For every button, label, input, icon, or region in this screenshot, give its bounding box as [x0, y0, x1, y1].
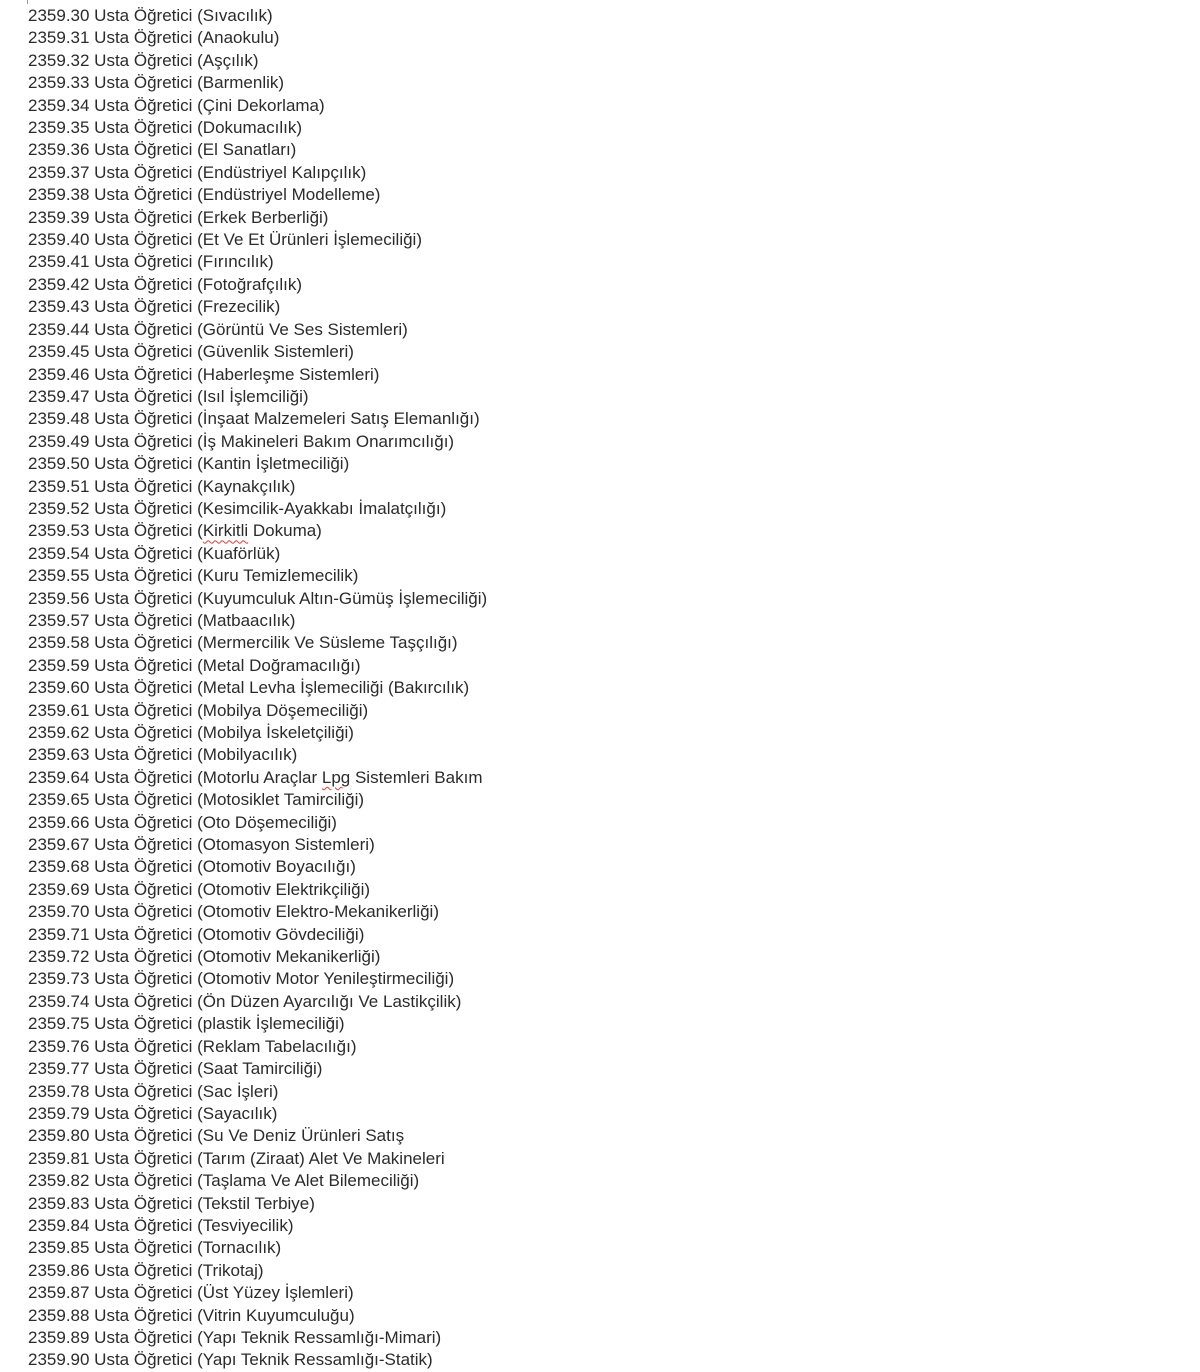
document-line: 2359.57 Usta Öğretici (Matbaacılık)	[28, 610, 296, 630]
document-line: 2359.48 Usta Öğretici (İnşaat Malzemeleri Satış Elemanlığı)	[28, 409, 480, 429]
document-line: 2359.34 Usta Öğretici (Çini Dekorlama)	[28, 95, 325, 115]
document-line: 2359.60 Usta Öğretici (Metal Levha İşlemeciliği (Bakırcılık)	[28, 678, 470, 698]
document-line: 2359.89 Usta Öğretici (Yapı Teknik Ressamlığı-Mimari)	[28, 1327, 442, 1347]
document-line: 2359.35 Usta Öğretici (Dokumacılık)	[28, 118, 302, 138]
document-line: 2359.65 Usta Öğretici (Motosiklet Tamirciliği)	[28, 790, 365, 810]
document-line: 2359.43 Usta Öğretici (Frezecilik)	[28, 297, 281, 317]
document-line: 2359.61 Usta Öğretici (Mobilya Döşemeciliği)	[28, 700, 369, 720]
document-line: 2359.64 Usta Öğretici (Motorlu Araçlar Lpg Sistemleri Bakım	[28, 767, 483, 787]
document-line: 2359.52 Usta Öğretici (Kesimcilik-Ayakkabı İmalatçılığı)	[28, 498, 447, 518]
document-line: 2359.79 Usta Öğretici (Sayacılık)	[28, 1103, 278, 1123]
document-line: 2359.59 Usta Öğretici (Metal Doğramacılığı)	[28, 655, 361, 675]
document-line: 2359.78 Usta Öğretici (Sac İşleri)	[28, 1081, 279, 1101]
document-line: 2359.63 Usta Öğretici (Mobilyacılık)	[28, 745, 298, 765]
document-line: 2359.71 Usta Öğretici (Otomotiv Gövdeciliği)	[28, 924, 365, 944]
spellcheck-flagged-word: Kirkitli	[202, 521, 249, 541]
document-line: 2359.90 Usta Öğretici (Yapı Teknik Ressamlığı-Statik)	[28, 1350, 433, 1370]
document-line: 2359.70 Usta Öğretici (Otomotiv Elektro-Mekanikerliği)	[28, 902, 439, 922]
document-line: 2359.69 Usta Öğretici (Otomotiv Elektrikçiliği)	[28, 879, 371, 899]
document-line: 2359.58 Usta Öğretici (Mermercilik Ve Süsleme Taşçılığı)	[28, 633, 458, 653]
document-line: 2359.83 Usta Öğretici (Tekstil Terbiye)	[28, 1193, 315, 1213]
document-line: 2359.74 Usta Öğretici (Ön Düzen Ayarcılığı Ve Lastikçilik)	[28, 991, 462, 1011]
document-line: 2359.39 Usta Öğretici (Erkek Berberliği)	[28, 207, 329, 227]
document-line: 2359.49 Usta Öğretici (İş Makineleri Bakım Onarımcılığı)	[28, 431, 455, 451]
document-line: 2359.77 Usta Öğretici (Saat Tamirciliği)	[28, 1059, 323, 1079]
document-line: 2359.33 Usta Öğretici (Barmenlik)	[28, 73, 285, 93]
document-line: 2359.31 Usta Öğretici (Anaokulu)	[28, 28, 280, 48]
document-line: 2359.56 Usta Öğretici (Kuyumculuk Altın-Gümüş İşlemeciliği)	[28, 588, 488, 608]
document-line: 2359.84 Usta Öğretici (Tesviyecilik)	[28, 1215, 294, 1235]
document-line: 2359.73 Usta Öğretici (Otomotiv Motor Yenileştirmeciliği)	[28, 969, 455, 989]
document-line: 2359.40 Usta Öğretici (Et Ve Et Ürünleri İşlemeciliği)	[28, 230, 422, 250]
document-line: 2359.62 Usta Öğretici (Mobilya İskeletçiliği)	[28, 723, 354, 742]
document-line: 2359.46 Usta Öğretici (Haberleşme Sistemleri)	[28, 364, 380, 384]
document-line: 2359.38 Usta Öğretici (Endüstriyel Modelleme)	[28, 185, 381, 205]
document-line: 2359.53 Usta Öğretici (Kirkitli Dokuma)	[28, 521, 322, 541]
document-line: 2359.76 Usta Öğretici (Reklam Tabelacılığı)	[28, 1036, 357, 1056]
document-line: 2359.67 Usta Öğretici (Otomasyon Sistemleri)	[28, 835, 375, 855]
document-line: 2359.55 Usta Öğretici (Kuru Temizlemecilik)	[28, 566, 359, 586]
document-line: 2359.50 Usta Öğretici (Kantin İşletmeciliği)	[28, 454, 350, 474]
document-line: 2359.32 Usta Öğretici (Aşçılık)	[28, 50, 259, 70]
document-line: 2359.51 Usta Öğretici (Kaynakçılık)	[28, 476, 296, 496]
document-line: 2359.30 Usta Öğretici (Sıvacılık)	[28, 6, 273, 25]
text-cursor	[27, 0, 28, 4]
document-line: 2359.87 Usta Öğretici (Üst Yüzey İşlemleri)	[28, 1283, 354, 1303]
document-line: 2359.45 Usta Öğretici (Güvenlik Sistemleri)	[28, 342, 354, 362]
document-line: 2359.81 Usta Öğretici (Tarım (Ziraat) Alet Ve Makineleri	[28, 1148, 445, 1168]
document-line: 2359.47 Usta Öğretici (Isıl İşlemciliği)	[28, 386, 309, 406]
spellcheck-flagged-word: Lpg	[321, 767, 351, 787]
document-line: 2359.42 Usta Öğretici (Fotoğrafçılık)	[28, 274, 303, 294]
document-line: 2359.36 Usta Öğretici (El Sanatları)	[28, 140, 297, 160]
document-line: 2359.86 Usta Öğretici (Trikotaj)	[28, 1260, 264, 1280]
document-line: 2359.88 Usta Öğretici (Vitrin Kuyumculuğu)	[28, 1305, 355, 1325]
document-line: 2359.66 Usta Öğretici (Oto Döşemeciliği)	[28, 812, 337, 832]
document-line: 2359.85 Usta Öğretici (Tornacılık)	[28, 1238, 282, 1258]
document-line: 2359.68 Usta Öğretici (Otomotiv Boyacılığı)	[28, 857, 356, 877]
document-line: 2359.75 Usta Öğretici (plastik İşlemeciliği)	[28, 1014, 345, 1034]
document-line: 2359.54 Usta Öğretici (Kuaförlük)	[28, 543, 281, 563]
document-line: 2359.82 Usta Öğretici (Taşlama Ve Alet Bilemeciliği)	[28, 1171, 420, 1191]
document-line: 2359.41 Usta Öğretici (Fırıncılık)	[28, 252, 274, 272]
document-line: 2359.44 Usta Öğretici (Görüntü Ve Ses Sistemleri)	[28, 319, 408, 339]
document-line: 2359.37 Usta Öğretici (Endüstriyel Kalıpçılık)	[28, 162, 367, 182]
document-line: 2359.80 Usta Öğretici (Su Ve Deniz Ürünleri Satış	[28, 1126, 405, 1146]
document-line: 2359.72 Usta Öğretici (Otomotiv Mekanikerliği)	[28, 947, 381, 967]
document-line-list	[28, 5, 487, 1372]
